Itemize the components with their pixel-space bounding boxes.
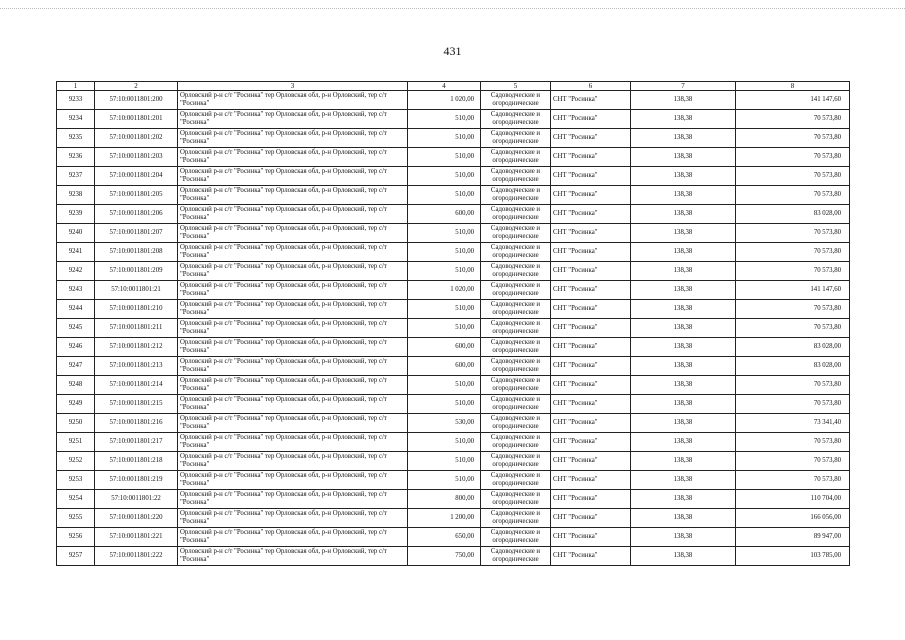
address-cell: Орловский р-н с/т "Росинка" тер Орловская обл, р-н Орловский, тер с/т "Росинка" [178,471,408,490]
address-cell: Орловский р-н с/т "Росинка" тер Орловская обл, р-н Орловский, тер с/т "Росинка" [178,338,408,357]
address-cell: Орловский р-н с/т "Росинка" тер Орловская обл, р-н Орловский, тер с/т "Росинка" [178,243,408,262]
specific-value-cell: 138,38 [631,357,736,376]
cadastral-number-cell: 57:10:0011801:205 [95,186,178,205]
cadastral-value-cell: 70 573,80 [736,452,850,471]
owner-cell: СНТ "Росинка" [551,490,631,509]
specific-value-cell: 138,38 [631,528,736,547]
record-number-cell: 9233 [57,91,95,110]
area-cell: 510,00 [408,129,481,148]
land-use-cell: Садоводческие и огороднические [481,376,551,395]
land-use-cell: Садоводческие и огороднические [481,186,551,205]
specific-value-cell: 138,38 [631,186,736,205]
land-registry-table [56,81,850,566]
cadastral-number-cell: 57:10:0011801:204 [95,167,178,186]
cadastral-number-cell: 57:10:0011801:208 [95,243,178,262]
area-cell: 510,00 [408,186,481,205]
cadastral-value-cell: 89 947,00 [736,528,850,547]
owner-cell: СНТ "Росинка" [551,243,631,262]
record-number-cell: 9244 [57,300,95,319]
area-cell: 750,00 [408,547,481,566]
address-cell: Орловский р-н с/т "Росинка" тер Орловская обл, р-н Орловский, тер с/т "Росинка" [178,281,408,300]
cadastral-value-cell: 70 573,80 [736,243,850,262]
land-use-cell: Садоводческие и огороднические [481,395,551,414]
address-cell: Орловский р-н с/т "Росинка" тер Орловская обл, р-н Орловский, тер с/т "Росинка" [178,91,408,110]
specific-value-cell: 138,38 [631,300,736,319]
address-cell: Орловский р-н с/т "Росинка" тер Орловская обл, р-н Орловский, тер с/т "Росинка" [178,129,408,148]
table-row [57,167,850,186]
record-number-cell: 9239 [57,205,95,224]
owner-cell: СНТ "Росинка" [551,300,631,319]
cadastral-number-cell: 57:10:0011801:218 [95,452,178,471]
specific-value-cell: 138,38 [631,110,736,129]
specific-value-cell: 138,38 [631,224,736,243]
land-use-cell: Садоводческие и огороднические [481,243,551,262]
cadastral-number-cell: 57:10:0011801:222 [95,547,178,566]
table-row [57,395,850,414]
area-cell: 510,00 [408,319,481,338]
record-number-cell: 9254 [57,490,95,509]
address-cell: Орловский р-н с/т "Росинка" тер Орловская обл, р-н Орловский, тер с/т "Росинка" [178,205,408,224]
cadastral-value-cell: 70 573,80 [736,300,850,319]
area-cell: 510,00 [408,452,481,471]
table-row [57,414,850,433]
column-number-header-row [57,82,850,91]
cadastral-number-cell: 57:10:0011801:212 [95,338,178,357]
area-cell: 510,00 [408,395,481,414]
area-cell: 510,00 [408,110,481,129]
owner-cell: СНТ "Росинка" [551,319,631,338]
record-number-cell: 9257 [57,547,95,566]
cadastral-number-cell: 57:10:0011801:206 [95,205,178,224]
area-cell: 600,00 [408,357,481,376]
cadastral-value-cell: 70 573,80 [736,262,850,281]
land-use-cell: Садоводческие и огороднические [481,528,551,547]
specific-value-cell: 138,38 [631,281,736,300]
cadastral-value-cell: 70 573,80 [736,471,850,490]
record-number-cell: 9242 [57,262,95,281]
cadastral-number-cell: 57:10:0011801:202 [95,129,178,148]
address-cell: Орловский р-н с/т "Росинка" тер Орловская обл, р-н Орловский, тер с/т "Росинка" [178,167,408,186]
scan-artifact-line [0,8,905,15]
owner-cell: СНТ "Росинка" [551,338,631,357]
table-row [57,281,850,300]
land-use-cell: Садоводческие и огороднические [481,205,551,224]
cadastral-number-cell: 57:10:0011801:214 [95,376,178,395]
record-number-cell: 9238 [57,186,95,205]
specific-value-cell: 138,38 [631,471,736,490]
specific-value-cell: 138,38 [631,205,736,224]
owner-cell: СНТ "Росинка" [551,91,631,110]
column-header: 5 [481,82,551,91]
cadastral-number-cell: 57:10:0011801:211 [95,319,178,338]
area-cell: 1 200,00 [408,509,481,528]
cadastral-number-cell: 57:10:0011801:201 [95,110,178,129]
table-row [57,148,850,167]
land-use-cell: Садоводческие и огороднические [481,433,551,452]
column-header: 7 [631,82,736,91]
table-row [57,471,850,490]
land-use-cell: Садоводческие и огороднические [481,224,551,243]
area-cell: 510,00 [408,243,481,262]
column-header: 1 [57,82,95,91]
table-row [57,262,850,281]
land-use-cell: Садоводческие и огороднические [481,414,551,433]
owner-cell: СНТ "Росинка" [551,224,631,243]
area-cell: 510,00 [408,262,481,281]
record-number-cell: 9240 [57,224,95,243]
column-header: 3 [178,82,408,91]
cadastral-value-cell: 166 056,00 [736,509,850,528]
cadastral-value-cell: 110 704,00 [736,490,850,509]
specific-value-cell: 138,38 [631,509,736,528]
cadastral-value-cell: 70 573,80 [736,148,850,167]
cadastral-number-cell: 57:10:0011801:213 [95,357,178,376]
area-cell: 510,00 [408,148,481,167]
specific-value-cell: 138,38 [631,490,736,509]
record-number-cell: 9247 [57,357,95,376]
land-use-cell: Садоводческие и огороднические [481,110,551,129]
address-cell: Орловский р-н с/т "Росинка" тер Орловская обл, р-н Орловский, тер с/т "Росинка" [178,528,408,547]
land-use-cell: Садоводческие и огороднические [481,281,551,300]
cadastral-value-cell: 83 028,00 [736,357,850,376]
land-use-cell: Садоводческие и огороднические [481,490,551,509]
owner-cell: СНТ "Росинка" [551,129,631,148]
owner-cell: СНТ "Росинка" [551,281,631,300]
table-row [57,110,850,129]
table-row [57,300,850,319]
record-number-cell: 9251 [57,433,95,452]
land-use-cell: Садоводческие и огороднические [481,471,551,490]
specific-value-cell: 138,38 [631,452,736,471]
record-number-cell: 9250 [57,414,95,433]
cadastral-value-cell: 83 028,00 [736,205,850,224]
area-cell: 510,00 [408,471,481,490]
land-use-cell: Садоводческие и огороднические [481,452,551,471]
owner-cell: СНТ "Росинка" [551,186,631,205]
area-cell: 600,00 [408,338,481,357]
owner-cell: СНТ "Росинка" [551,148,631,167]
record-number-cell: 9235 [57,129,95,148]
table-row [57,243,850,262]
owner-cell: СНТ "Росинка" [551,167,631,186]
owner-cell: СНТ "Росинка" [551,376,631,395]
owner-cell: СНТ "Росинка" [551,509,631,528]
specific-value-cell: 138,38 [631,414,736,433]
specific-value-cell: 138,38 [631,91,736,110]
land-use-cell: Садоводческие и огороднические [481,148,551,167]
record-number-cell: 9248 [57,376,95,395]
table-row [57,224,850,243]
area-cell: 1 020,00 [408,91,481,110]
record-number-cell: 9255 [57,509,95,528]
cadastral-value-cell: 70 573,80 [736,129,850,148]
area-cell: 510,00 [408,224,481,243]
specific-value-cell: 138,38 [631,547,736,566]
cadastral-value-cell: 70 573,80 [736,110,850,129]
specific-value-cell: 138,38 [631,395,736,414]
specific-value-cell: 138,38 [631,129,736,148]
cadastral-number-cell: 57:10:0011801:219 [95,471,178,490]
address-cell: Орловский р-н с/т "Росинка" тер Орловская обл, р-н Орловский, тер с/т "Росинка" [178,414,408,433]
record-number-cell: 9246 [57,338,95,357]
address-cell: Орловский р-н с/т "Росинка" тер Орловская обл, р-н Орловский, тер с/т "Росинка" [178,547,408,566]
address-cell: Орловский р-н с/т "Росинка" тер Орловская обл, р-н Орловский, тер с/т "Росинка" [178,395,408,414]
column-header: 6 [551,82,631,91]
address-cell: Орловский р-н с/т "Росинка" тер Орловская обл, р-н Орловский, тер с/т "Росинка" [178,452,408,471]
specific-value-cell: 138,38 [631,148,736,167]
table-row [57,357,850,376]
owner-cell: СНТ "Росинка" [551,452,631,471]
table-row [57,129,850,148]
specific-value-cell: 138,38 [631,262,736,281]
table-row [57,205,850,224]
column-header: 8 [736,82,850,91]
table-row [57,338,850,357]
owner-cell: СНТ "Росинка" [551,395,631,414]
table-row [57,319,850,338]
area-cell: 510,00 [408,167,481,186]
address-cell: Орловский р-н с/т "Росинка" тер Орловская обл, р-н Орловский, тер с/т "Росинка" [178,433,408,452]
cadastral-number-cell: 57:10:0011801:215 [95,395,178,414]
cadastral-number-cell: 57:10:0011801:200 [95,91,178,110]
specific-value-cell: 138,38 [631,243,736,262]
record-number-cell: 9256 [57,528,95,547]
cadastral-value-cell: 83 028,00 [736,338,850,357]
owner-cell: СНТ "Росинка" [551,110,631,129]
area-cell: 600,00 [408,205,481,224]
address-cell: Орловский р-н с/т "Росинка" тер Орловская обл, р-н Орловский, тер с/т "Росинка" [178,224,408,243]
land-use-cell: Садоводческие и огороднические [481,262,551,281]
address-cell: Орловский р-н с/т "Росинка" тер Орловская обл, р-н Орловский, тер с/т "Росинка" [178,509,408,528]
record-number-cell: 9252 [57,452,95,471]
cadastral-number-cell: 57:10:0011801:220 [95,509,178,528]
address-cell: Орловский р-н с/т "Росинка" тер Орловская обл, р-н Орловский, тер с/т "Росинка" [178,148,408,167]
address-cell: Орловский р-н с/т "Росинка" тер Орловская обл, р-н Орловский, тер с/т "Росинка" [178,110,408,129]
area-cell: 1 020,00 [408,281,481,300]
area-cell: 530,00 [408,414,481,433]
land-use-cell: Садоводческие и огороднические [481,91,551,110]
cadastral-number-cell: 57:10:0011801:209 [95,262,178,281]
cadastral-value-cell: 70 573,80 [736,395,850,414]
table-row [57,376,850,395]
specific-value-cell: 138,38 [631,376,736,395]
area-cell: 510,00 [408,376,481,395]
cadastral-value-cell: 70 573,80 [736,376,850,395]
table-row [57,433,850,452]
registry-rows [57,91,850,566]
area-cell: 650,00 [408,528,481,547]
cadastral-value-cell: 70 573,80 [736,186,850,205]
area-cell: 800,00 [408,490,481,509]
land-use-cell: Садоводческие и огороднические [481,167,551,186]
table-row [57,509,850,528]
address-cell: Орловский р-н с/т "Росинка" тер Орловская обл, р-н Орловский, тер с/т "Росинка" [178,357,408,376]
record-number-cell: 9243 [57,281,95,300]
cadastral-number-cell: 57:10:0011801:21 [95,281,178,300]
owner-cell: СНТ "Росинка" [551,262,631,281]
specific-value-cell: 138,38 [631,338,736,357]
cadastral-number-cell: 57:10:0011801:210 [95,300,178,319]
cadastral-value-cell: 70 573,80 [736,167,850,186]
owner-cell: СНТ "Росинка" [551,357,631,376]
owner-cell: СНТ "Росинка" [551,471,631,490]
cadastral-number-cell: 57:10:0011801:216 [95,414,178,433]
owner-cell: СНТ "Росинка" [551,433,631,452]
specific-value-cell: 138,38 [631,433,736,452]
land-use-cell: Садоводческие и огороднические [481,509,551,528]
record-number-cell: 9249 [57,395,95,414]
owner-cell: СНТ "Росинка" [551,547,631,566]
record-number-cell: 9234 [57,110,95,129]
specific-value-cell: 138,38 [631,319,736,338]
area-cell: 510,00 [408,433,481,452]
cadastral-number-cell: 57:10:0011801:221 [95,528,178,547]
land-use-cell: Садоводческие и огороднические [481,319,551,338]
land-use-cell: Садоводческие и огороднические [481,547,551,566]
table-row [57,547,850,566]
table-row [57,91,850,110]
cadastral-value-cell: 141 147,60 [736,281,850,300]
address-cell: Орловский р-н с/т "Росинка" тер Орловская обл, р-н Орловский, тер с/т "Росинка" [178,300,408,319]
record-number-cell: 9245 [57,319,95,338]
cadastral-value-cell: 70 573,80 [736,319,850,338]
cadastral-number-cell: 57:10:0011801:22 [95,490,178,509]
column-header: 4 [408,82,481,91]
table-row [57,490,850,509]
record-number-cell: 9236 [57,148,95,167]
land-use-cell: Садоводческие и огороднические [481,357,551,376]
cadastral-value-cell: 141 147,60 [736,91,850,110]
owner-cell: СНТ "Росинка" [551,205,631,224]
record-number-cell: 9253 [57,471,95,490]
cadastral-number-cell: 57:10:0011801:217 [95,433,178,452]
address-cell: Орловский р-н с/т "Росинка" тер Орловская обл, р-н Орловский, тер с/т "Росинка" [178,376,408,395]
address-cell: Орловский р-н с/т "Росинка" тер Орловская обл, р-н Орловский, тер с/т "Росинка" [178,319,408,338]
cadastral-value-cell: 103 785,00 [736,547,850,566]
owner-cell: СНТ "Росинка" [551,528,631,547]
address-cell: Орловский р-н с/т "Росинка" тер Орловская обл, р-н Орловский, тер с/т "Росинка" [178,490,408,509]
cadastral-value-cell: 70 573,80 [736,224,850,243]
area-cell: 510,00 [408,300,481,319]
specific-value-cell: 138,38 [631,167,736,186]
column-header: 2 [95,82,178,91]
land-use-cell: Садоводческие и огороднические [481,300,551,319]
land-use-cell: Садоводческие и огороднические [481,338,551,357]
address-cell: Орловский р-н с/т "Росинка" тер Орловская обл, р-н Орловский, тер с/т "Росинка" [178,262,408,281]
address-cell: Орловский р-н с/т "Росинка" тер Орловская обл, р-н Орловский, тер с/т "Росинка" [178,186,408,205]
owner-cell: СНТ "Росинка" [551,414,631,433]
table-row [57,528,850,547]
table-row [57,452,850,471]
page-number: 431 [443,44,462,58]
land-use-cell: Садоводческие и огороднические [481,129,551,148]
cadastral-value-cell: 70 573,80 [736,433,850,452]
cadastral-number-cell: 57:10:0011801:207 [95,224,178,243]
cadastral-value-cell: 73 341,40 [736,414,850,433]
cadastral-number-cell: 57:10:0011801:203 [95,148,178,167]
record-number-cell: 9241 [57,243,95,262]
record-number-cell: 9237 [57,167,95,186]
table-row [57,186,850,205]
